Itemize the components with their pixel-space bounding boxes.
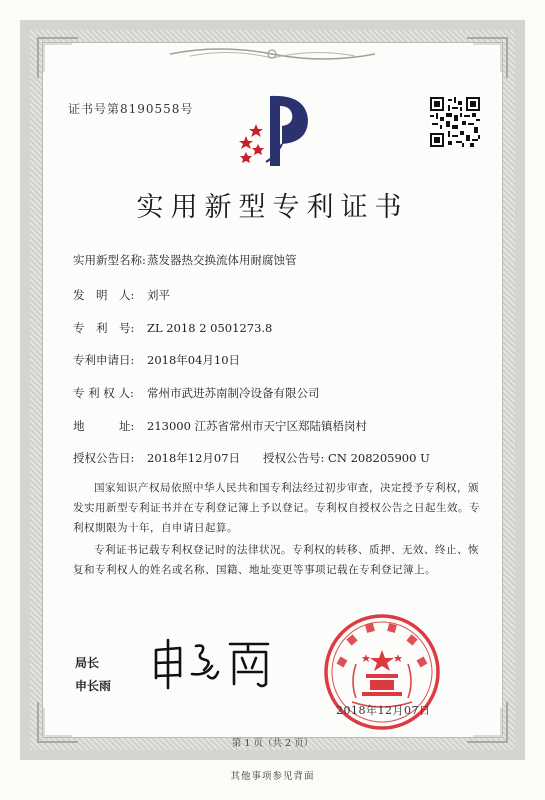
certificate-number: 证书号第8190558号	[68, 102, 194, 116]
director-name: 申长雨	[75, 679, 112, 693]
page-number: 第 1 页（共 2 页）	[231, 738, 314, 749]
field-value: 2018年12月07日 授权公告号: CN 208205900 U	[147, 451, 430, 465]
footer-note: 其他事项参见背面	[230, 771, 315, 782]
field-inventor	[73, 287, 170, 303]
corner-ornament-icon	[463, 34, 511, 82]
field-patent-number	[73, 320, 272, 336]
issue-date: 2018年12月07日	[336, 704, 431, 717]
corner-ornament-icon	[34, 34, 82, 82]
field-label: 实用新型名称:	[73, 253, 146, 267]
body-paragraph: 国家知识产权局依照中华人民共和国专利法经过初步审查，决定授予专利权，颁发实用新型专利证书并在专利登记簿上予以登记。专利权自授权公告之日起生效。专利权期限为十年，自申请日起算。	[73, 482, 480, 534]
field-announcement-date	[73, 450, 430, 466]
body-paragraph: 专利证书记载专利权登记时的法律状况。专利权的转移、质押、无效、终止、恢复和专利权人的姓名或名称、国籍、地址变更等事项记载在专利登记簿上。	[73, 544, 479, 576]
field-label: 专 利 号:	[73, 321, 135, 335]
field-patentee	[73, 385, 320, 401]
field-value: 213000 江苏省常州市天宁区郑陆镇梧岗村	[147, 419, 368, 433]
field-label: 地 址:	[73, 419, 135, 433]
field-value: 常州市武进苏南制冷设备有限公司	[147, 386, 320, 400]
field-application-date	[73, 352, 240, 368]
field-utility-model-name	[73, 252, 297, 268]
field-label: 专利申请日:	[73, 353, 135, 367]
field-value: 刘平	[147, 288, 170, 302]
patent-office-emblem-icon	[236, 90, 316, 172]
field-value: ZL 2018 2 0501273.8	[147, 321, 273, 335]
field-label: 专 利 权 人:	[73, 386, 134, 400]
director-signature-icon	[150, 636, 280, 692]
field-label: 发 明 人:	[73, 288, 135, 302]
qr-code-icon	[430, 97, 480, 147]
certificate-title: 实用新型专利证书	[136, 192, 409, 223]
field-value: 2018年04月10日	[147, 353, 241, 367]
director-title: 局长	[75, 656, 100, 670]
field-label: 授权公告日:	[73, 451, 135, 465]
field-value: 蒸发器热交换流体用耐腐蚀管	[147, 253, 297, 267]
top-ornament-icon	[170, 42, 375, 64]
field-address	[73, 418, 367, 434]
